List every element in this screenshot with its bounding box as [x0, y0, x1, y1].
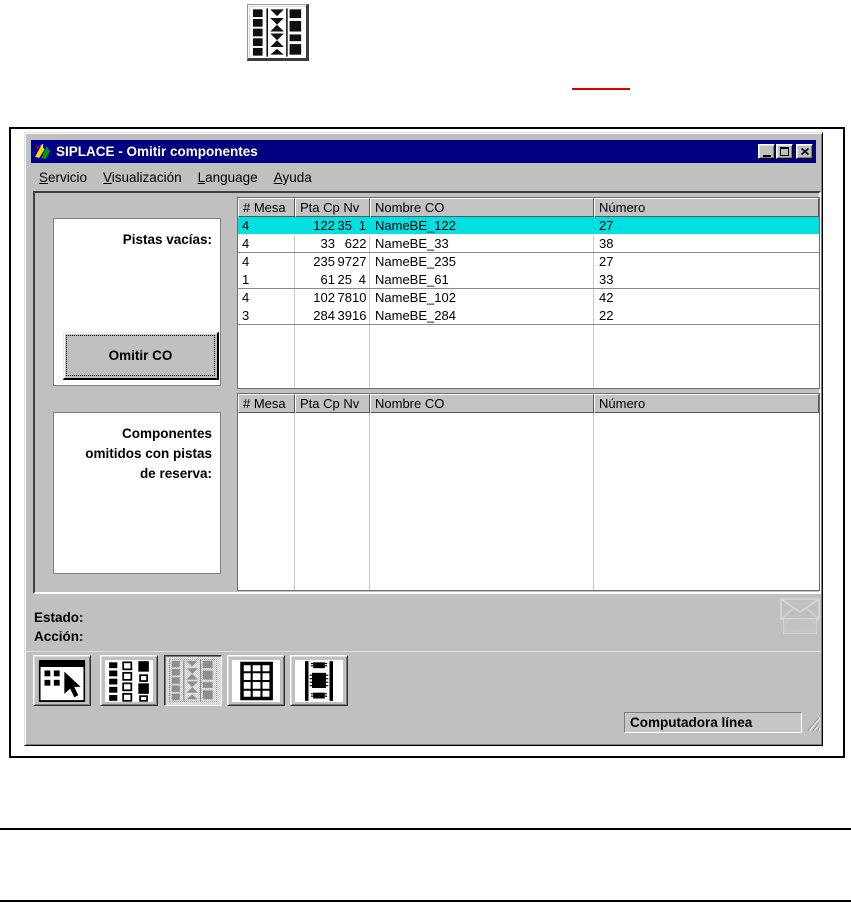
cell-mesa: 4 — [242, 236, 250, 251]
column-header-pta-cp-nv: Pta Cp Nv — [295, 198, 370, 217]
cell-numero: 42 — [599, 290, 614, 305]
tool-select-button[interactable] — [33, 655, 91, 706]
titlebar — [31, 140, 816, 163]
gem-label: GEM — [783, 618, 817, 634]
table-body — [238, 413, 819, 590]
cell-cp: 97 — [337, 254, 352, 269]
cell-pta-cp-nv — [295, 217, 370, 234]
cell-mesa: 4 — [242, 290, 250, 305]
column-divider — [369, 413, 370, 590]
pointer-select-icon — [38, 660, 86, 702]
cell-nombre: NameBE_102 — [375, 290, 456, 305]
close-icon — [801, 148, 809, 155]
tool-feeder-layout-button[interactable] — [100, 655, 158, 706]
cell-numero: 27 — [599, 218, 614, 233]
cell-pta-cp-nv — [295, 307, 370, 324]
resize-grip[interactable] — [805, 714, 821, 732]
table-body — [238, 217, 819, 388]
close-button[interactable] — [796, 144, 813, 159]
footer-box — [0, 828, 851, 902]
maximize-button[interactable] — [776, 144, 793, 159]
cell-nv: 16 — [352, 308, 367, 323]
omitted-components-table — [237, 393, 820, 591]
cell-nv: 27 — [352, 254, 367, 269]
menu-item-language[interactable]: Language — [197, 169, 258, 185]
omit-components-icon — [170, 660, 216, 701]
omit-co-button-label: Omitir CO — [108, 348, 173, 363]
omitted-components-groupbox — [53, 412, 221, 574]
column-header-mesa: # Mesa — [238, 394, 295, 413]
cell-nombre: NameBE_284 — [375, 308, 456, 323]
cell-cp: 6 — [344, 236, 352, 251]
cell-nv: 4 — [358, 272, 366, 287]
cell-nv: 22 — [352, 236, 367, 251]
omitted-label-line3: de reserva: — [139, 466, 212, 481]
menu-item-ayuda[interactable]: Ayuda — [273, 169, 312, 185]
cell-cp: 35 — [337, 218, 352, 233]
column-header-nombre: Nombre CO — [370, 198, 594, 217]
column-divider — [294, 413, 295, 590]
menu-item-visualizacion[interactable]: Visualización — [103, 169, 182, 185]
table-header — [238, 394, 819, 413]
feeder-columns-icon — [105, 660, 153, 702]
column-header-mesa: # Mesa — [238, 198, 295, 217]
cell-mesa: 4 — [242, 254, 250, 269]
table-row[interactable] — [238, 289, 819, 307]
cell-mesa: 4 — [242, 218, 250, 233]
toolbar-divider — [26, 651, 821, 652]
content-panel — [33, 191, 821, 594]
window-title: SIPLACE - Omitir componentes — [56, 144, 258, 159]
cell-numero: 22 — [599, 308, 614, 323]
cell-nv: 1 — [358, 218, 366, 233]
cell-pta: 284 — [313, 308, 335, 323]
table-row[interactable] — [238, 253, 819, 271]
app-window — [24, 132, 823, 746]
empty-tracks-groupbox — [53, 218, 221, 386]
cell-pta: 122 — [313, 218, 335, 233]
cell-pta-cp-nv — [295, 235, 370, 252]
cell-pta: 102 — [313, 290, 335, 305]
estado-label: Estado: — [34, 610, 84, 625]
cell-pta: 33 — [320, 236, 335, 251]
accion-label: Acción: — [34, 629, 84, 644]
table-header — [238, 198, 819, 217]
minimize-icon — [763, 147, 771, 157]
table-row[interactable] — [238, 217, 819, 235]
cell-mesa: 1 — [242, 272, 250, 287]
grid-table-icon — [232, 660, 280, 702]
cell-cp: 78 — [337, 290, 352, 305]
cell-cp: 39 — [337, 308, 352, 323]
cell-pta: 61 — [320, 272, 335, 287]
cell-numero: 33 — [599, 272, 614, 287]
table-row[interactable] — [238, 235, 819, 253]
siplace-logo-icon — [34, 143, 51, 160]
empty-tracks-label: Pistas vacías: — [122, 232, 212, 247]
omitted-label-line1: Componentes — [121, 426, 212, 441]
empty-tracks-table — [237, 197, 820, 389]
cell-numero: 27 — [599, 254, 614, 269]
column-header-nombre: Nombre CO — [370, 394, 594, 413]
column-header-pta-cp-nv: Pta Cp Nv — [295, 394, 370, 413]
cell-pta-cp-nv — [295, 289, 370, 307]
table-row[interactable] — [238, 271, 819, 289]
cell-mesa: 3 — [242, 308, 250, 323]
cell-nombre: NameBE_33 — [375, 236, 449, 251]
tape-chips-icon — [295, 660, 343, 702]
table-row[interactable] — [238, 307, 819, 325]
minimize-button[interactable] — [758, 144, 775, 159]
cell-pta-cp-nv — [295, 253, 370, 271]
machine-state-field: Computadora línea — [624, 712, 802, 733]
maximize-icon — [780, 147, 789, 156]
menubar — [31, 165, 816, 189]
tool-omit-components-button[interactable] — [164, 655, 222, 706]
tool-grid-button[interactable] — [227, 655, 285, 706]
component-tape-glyph — [251, 8, 305, 57]
component-tape-icon — [247, 4, 309, 61]
cell-nombre: NameBE_61 — [375, 272, 449, 287]
cell-nombre: NameBE_235 — [375, 254, 456, 269]
red-underline — [572, 88, 630, 90]
cell-nombre: NameBE_122 — [375, 218, 456, 233]
menu-item-servicio[interactable]: Servicio — [39, 169, 88, 185]
column-header-numero: Número — [594, 198, 819, 217]
column-divider — [593, 413, 594, 590]
cell-numero: 38 — [599, 236, 614, 251]
omit-co-button[interactable] — [63, 332, 219, 380]
omitted-label-line2: omitidos con pistas — [85, 446, 212, 461]
gem-indicator — [779, 597, 821, 639]
cell-cp: 25 — [337, 272, 352, 287]
column-header-numero: Número — [594, 394, 819, 413]
cell-nv: 10 — [352, 290, 367, 305]
cell-pta-cp-nv — [295, 271, 370, 288]
tool-component-tape-button[interactable] — [290, 655, 348, 706]
omitted-components-label — [54, 413, 220, 484]
cell-pta: 235 — [313, 254, 335, 269]
